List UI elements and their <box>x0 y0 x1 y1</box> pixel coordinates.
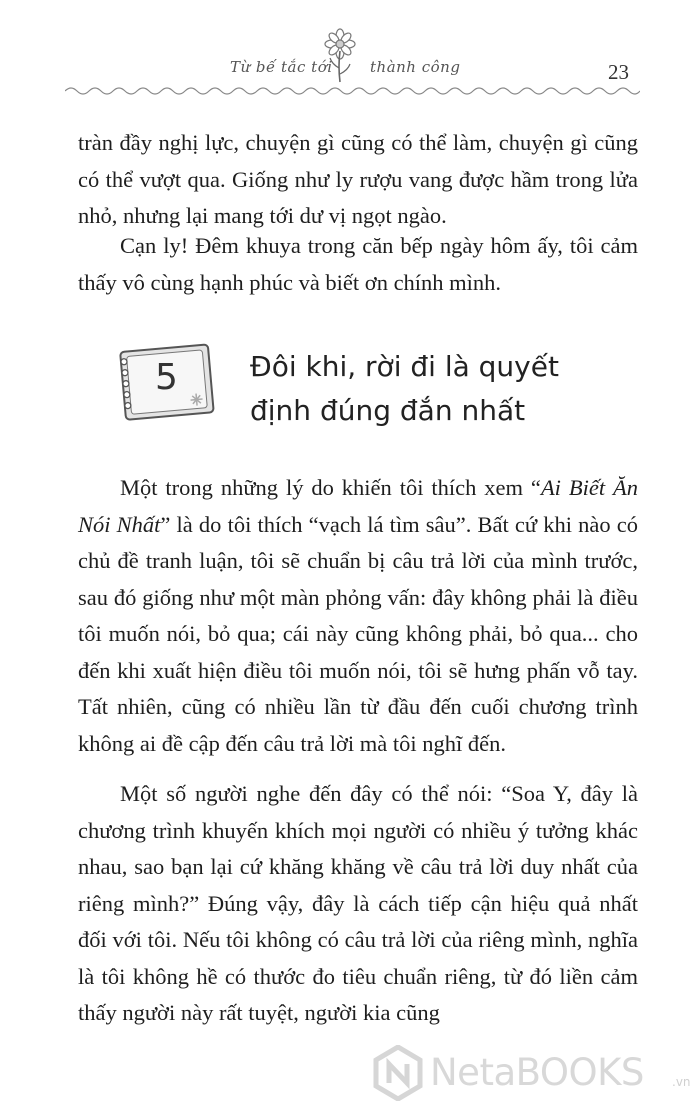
page-number: 23 <box>608 60 629 84</box>
paragraph-2 <box>78 228 638 301</box>
watermark <box>372 1045 692 1105</box>
paragraph-3 <box>78 470 638 762</box>
paragraph-text: Một trong những lý do khiến tôi thích xem “ <box>120 475 541 500</box>
running-header-left: Từ bế tắc tới <box>230 58 333 76</box>
watermark-suffix: .vn <box>672 1075 691 1089</box>
paragraph-text: Một số người nghe đến đây có thể nói: “Soa Y, đây là chương trình khuyến khích mọi người có nhiều ý tưởng khác nhau, sao bạn lại cứ khăng khăng về câu trả lời duy nhất của riêng mình?” Đúng vậy, đây là cách tiếp cận hiệu quả nhất đối với tôi. Nếu tôi không có câu trả lời của riêng mình, nghĩa là tôi không hề có thước đo tiêu chuẩn riêng, từ đó liền cảm thấy người này rất tuyệt, người kia cũng <box>78 781 638 1025</box>
chapter-title-line-1: Đôi khi, rời đi là quyết <box>250 350 559 383</box>
wavy-divider <box>65 84 640 98</box>
show-title: Ai Biết Ăn Nói Nhất <box>78 475 638 537</box>
page-header <box>0 0 700 110</box>
watermark-brand: NetaBOOKS <box>430 1051 644 1094</box>
paragraph-text: Cạn ly! Đêm khuya trong căn bếp ngày hôm ấy, tôi cảm thấy vô cùng hạnh phúc và biết ơn chính mình. <box>78 233 638 295</box>
flower-icon <box>318 28 362 86</box>
paragraph-text: tràn đầy nghị lực, chuyện gì cũng có thể làm, chuyện gì cũng có thể vượt qua. Giống như ly rượu vang được hầm trong lửa nhỏ, nhưng lại mang tới dư vị ngọt ngào. <box>78 130 638 228</box>
paragraph-4 <box>78 776 638 1032</box>
running-header-right: thành công <box>370 58 461 76</box>
chapter-title-line-2: định đúng đắn nhất <box>250 394 526 427</box>
chapter-number: 5 <box>155 357 178 398</box>
paragraph-1 <box>78 125 638 235</box>
paragraph-text: ” là do tôi thích “vạch lá tìm sâu”. Bất cứ khi nào có chủ đề tranh luận, tôi sẽ chuẩn bị câu trả lời của mình trước, sau đó giống như một màn phỏng vấn: đây không phải là điều tôi muốn nói, bỏ qua; cái này cũng không phải, bỏ qua... cho đến khi xuất hiện điều tôi muốn nói, tôi sẽ hưng phấn vỗ tay. Tất nhiên, cũng có nhiều lần từ đầu đến cuối chương trình không ai đề cập đến câu trả lời mà tôi nghĩ đến. <box>78 511 638 756</box>
chapter-title <box>250 345 630 433</box>
netabooks-logo-icon <box>372 1045 424 1101</box>
